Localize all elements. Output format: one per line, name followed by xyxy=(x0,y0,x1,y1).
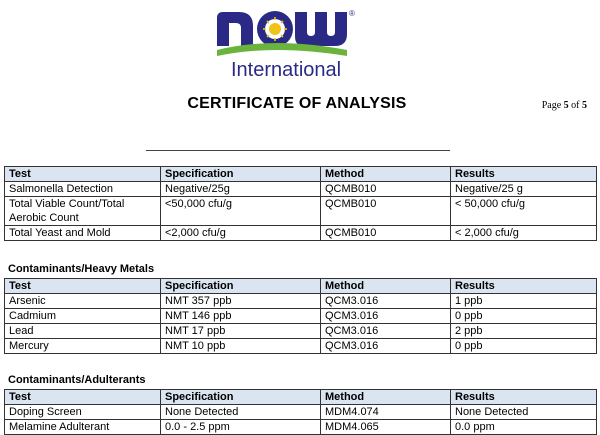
table-row xyxy=(5,339,597,354)
section-label-adulterants: Contaminants/Adulterants xyxy=(8,374,146,386)
table-row xyxy=(5,324,597,339)
page-number: Page 5 of 5 xyxy=(541,100,587,111)
column-header-test: Test xyxy=(5,390,161,405)
specification-cell: None Detected xyxy=(161,405,321,420)
method-cell: QCMB010 xyxy=(321,226,451,241)
table-header-row xyxy=(5,279,597,294)
method-cell: QCM3.016 xyxy=(321,294,451,309)
document-title: CERTIFICATE OF ANALYSIS xyxy=(187,95,407,112)
column-header-test: Test xyxy=(5,167,161,182)
specification-cell: Negative/25g xyxy=(161,182,321,197)
test-cell: Doping Screen xyxy=(5,405,161,420)
method-cell: QCMB010 xyxy=(321,182,451,197)
table-header-row xyxy=(5,390,597,405)
column-header-specification: Specification xyxy=(161,390,321,405)
results-cell: < 50,000 cfu/g xyxy=(451,197,597,226)
column-header-method: Method xyxy=(321,279,451,294)
specification-cell: 0.0 - 2.5 ppm xyxy=(161,420,321,435)
method-cell: QCM3.016 xyxy=(321,309,451,324)
section-label-heavy-metals: Contaminants/Heavy Metals xyxy=(8,263,155,275)
results-cell: 0 ppb xyxy=(451,339,597,354)
column-header-method: Method xyxy=(321,167,451,182)
column-header-specification: Specification xyxy=(161,167,321,182)
test-cell: Lead xyxy=(5,324,161,339)
company-logo xyxy=(213,6,383,82)
specification-cell: <2,000 cfu/g xyxy=(161,226,321,241)
table-row xyxy=(5,420,597,435)
adulterants-table xyxy=(4,389,597,435)
test-cell: Total Viable Count/Total Aerobic Count xyxy=(5,197,161,226)
test-cell: Mercury xyxy=(5,339,161,354)
results-cell: Negative/25 g xyxy=(451,182,597,197)
specification-cell: NMT 17 ppb xyxy=(161,324,321,339)
table-row xyxy=(5,309,597,324)
registered-mark: ® xyxy=(349,9,355,18)
method-cell: MDM4.074 xyxy=(321,405,451,420)
test-cell: Melamine Adulterant xyxy=(5,420,161,435)
results-cell: 0 ppb xyxy=(451,309,597,324)
results-cell: 0.0 ppm xyxy=(451,420,597,435)
sun-icon xyxy=(257,11,293,47)
logo-letter-n xyxy=(217,12,253,46)
results-cell: 1 ppb xyxy=(451,294,597,309)
table-row xyxy=(5,294,597,309)
test-cell: Cadmium xyxy=(5,309,161,324)
specification-cell: NMT 357 ppb xyxy=(161,294,321,309)
logo-letter-w xyxy=(295,12,347,46)
column-header-test: Test xyxy=(5,279,161,294)
specification-cell: NMT 146 ppb xyxy=(161,309,321,324)
column-header-results: Results xyxy=(451,167,597,182)
table-row xyxy=(5,197,597,226)
test-cell: Arsenic xyxy=(5,294,161,309)
specification-cell: <50,000 cfu/g xyxy=(161,197,321,226)
results-cell: None Detected xyxy=(451,405,597,420)
signature-line xyxy=(146,150,450,151)
column-header-results: Results xyxy=(451,279,597,294)
table-row xyxy=(5,182,597,197)
method-cell: MDM4.065 xyxy=(321,420,451,435)
test-cell: Salmonella Detection xyxy=(5,182,161,197)
specification-cell: NMT 10 ppb xyxy=(161,339,321,354)
logo-subtitle: International xyxy=(231,59,342,81)
column-header-method: Method xyxy=(321,390,451,405)
method-cell: QCM3.016 xyxy=(321,324,451,339)
test-cell: Total Yeast and Mold xyxy=(5,226,161,241)
method-cell: QCMB010 xyxy=(321,197,451,226)
microbiology-table xyxy=(4,166,597,241)
heavy-metals-table xyxy=(4,278,597,354)
table-row xyxy=(5,405,597,420)
table-row xyxy=(5,226,597,241)
table-header-row xyxy=(5,167,597,182)
results-cell: < 2,000 cfu/g xyxy=(451,226,597,241)
method-cell: QCM3.016 xyxy=(321,339,451,354)
results-cell: 2 ppb xyxy=(451,324,597,339)
column-header-results: Results xyxy=(451,390,597,405)
column-header-specification: Specification xyxy=(161,279,321,294)
